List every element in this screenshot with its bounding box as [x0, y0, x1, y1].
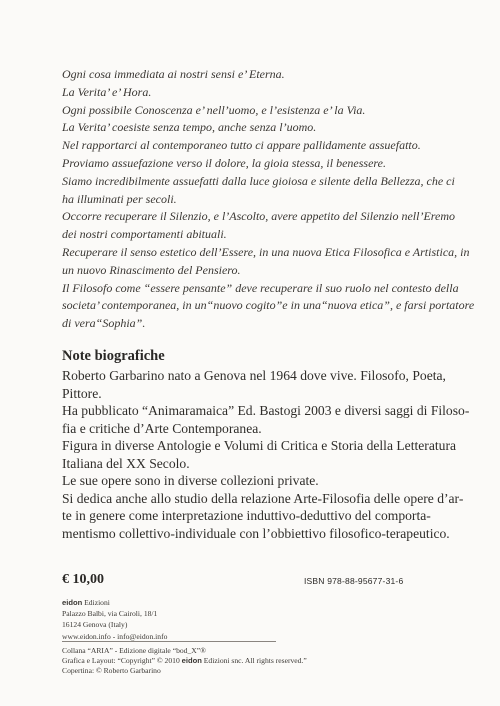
quote-line: Occorre recuperare il Silenzio, e l’Ascolto, avere appetito del Silenzio nell’Eremo [62, 209, 456, 224]
publisher-web: www.eidon.info - info@eidon.info [62, 631, 168, 641]
bio-line: Roberto Garbarino nato a Genova nel 1964 dove vive. Filosofo, Poeta, [62, 368, 446, 383]
bio-line: Italiana del XX Secolo. [62, 455, 190, 471]
quote-line: Recuperare il senso estetico dell’Essere, in una nuova Etica Filosofica e Artistica, in [62, 244, 470, 259]
price: € 10,00 [62, 572, 104, 587]
publisher-city: 16124 Genova (Italy) [62, 620, 128, 630]
bio-line: Pittore. [62, 385, 102, 401]
bio-line: Ha pubblicato “Animaramaica” Ed. Bastogi 2003 e diversi saggi di Filoso- [62, 403, 470, 418]
quote-line: Proviamo assuefazione verso il dolore, la gioia stessa, il benessere. [62, 155, 386, 170]
bio-line: fia e critiche d’Arte Contemporanea. [62, 420, 262, 436]
bio-line: mentismo collettivo-individuale con l’obbiettivo filosofico-terapeutico. [62, 525, 450, 541]
publisher-address: Palazzo Balbi, via Cairoli, 18/1 [62, 609, 158, 619]
publisher-name [62, 597, 442, 608]
copertina-line: Copertina: © Roberto Garbarino [62, 666, 161, 676]
publisher-brand: eidon [62, 598, 83, 607]
bio-line: Si dedica anche allo studio della relazione Arte-Filosofia delle opere d’ar- [62, 490, 464, 506]
bio-line: te in genere come interpretazione induttivo-deduttivo del comporta- [62, 508, 431, 523]
colophon [62, 646, 442, 677]
quote-line: dei nostri comportamenti abituali. [62, 227, 227, 242]
publisher-name-suffix: Edizioni [82, 598, 110, 607]
collana-line: Collana “ARIA” - Edizione digitale “bod_X”® [62, 646, 206, 655]
quote-line: di vera“Sophia”. [62, 316, 146, 331]
quote-line: societa’ contemporanea, in un“nuovo cogito”e in una“nuova etica”, e farsi portatore [62, 298, 475, 313]
publisher-info [62, 597, 442, 642]
bio-line: Le sue opere sono in diverse collezioni private. [62, 473, 319, 488]
divider [62, 641, 276, 642]
quote-line: Il Filosofo come “essere pensante” deve recuperare il suo ruolo nel contesto della [62, 280, 459, 295]
quote-line: La Verita’ e’ Hora. [62, 84, 152, 99]
quote-line: Siamo incredibilmente assuefatti dalla luce gioiosa e silente della Bellezza, che ci [62, 173, 455, 188]
quote-line: La Verita’ coesiste senza tempo, anche senza l’uomo. [62, 120, 317, 135]
quote-line: Nel rapportarci al contemporaneo tutto ci appare pallidamente assuefatto. [62, 138, 421, 153]
bio-line: Figura in diverse Antologie e Volumi di Critica e Storia della Letteratura [62, 438, 456, 453]
grafica-brand: eidon [181, 656, 202, 666]
quote-line: Ogni cosa immediata ai nostri sensi e’ Eterna. [62, 67, 285, 81]
isbn-code: ISBN 978-88-95677-31-6 [304, 576, 404, 586]
quote-line: Ogni possibile Conoscenza e’ nell’uomo, e l’esistenza e’ la Via. [62, 102, 366, 117]
quote-line: ha illuminati per secoli. [62, 191, 177, 206]
bio-text [62, 367, 470, 542]
grafica-prefix: Grafica e Layout: “Copyright” © 2010 [62, 656, 182, 666]
manifesto-quote [62, 66, 475, 333]
grafica-line [62, 656, 442, 666]
bio-heading: Note biografiche [62, 348, 165, 364]
quote-line: un nuovo Rinascimento del Pensiero. [62, 262, 241, 277]
grafica-suffix: Edizioni snc. All rights reserved.” [201, 656, 307, 666]
